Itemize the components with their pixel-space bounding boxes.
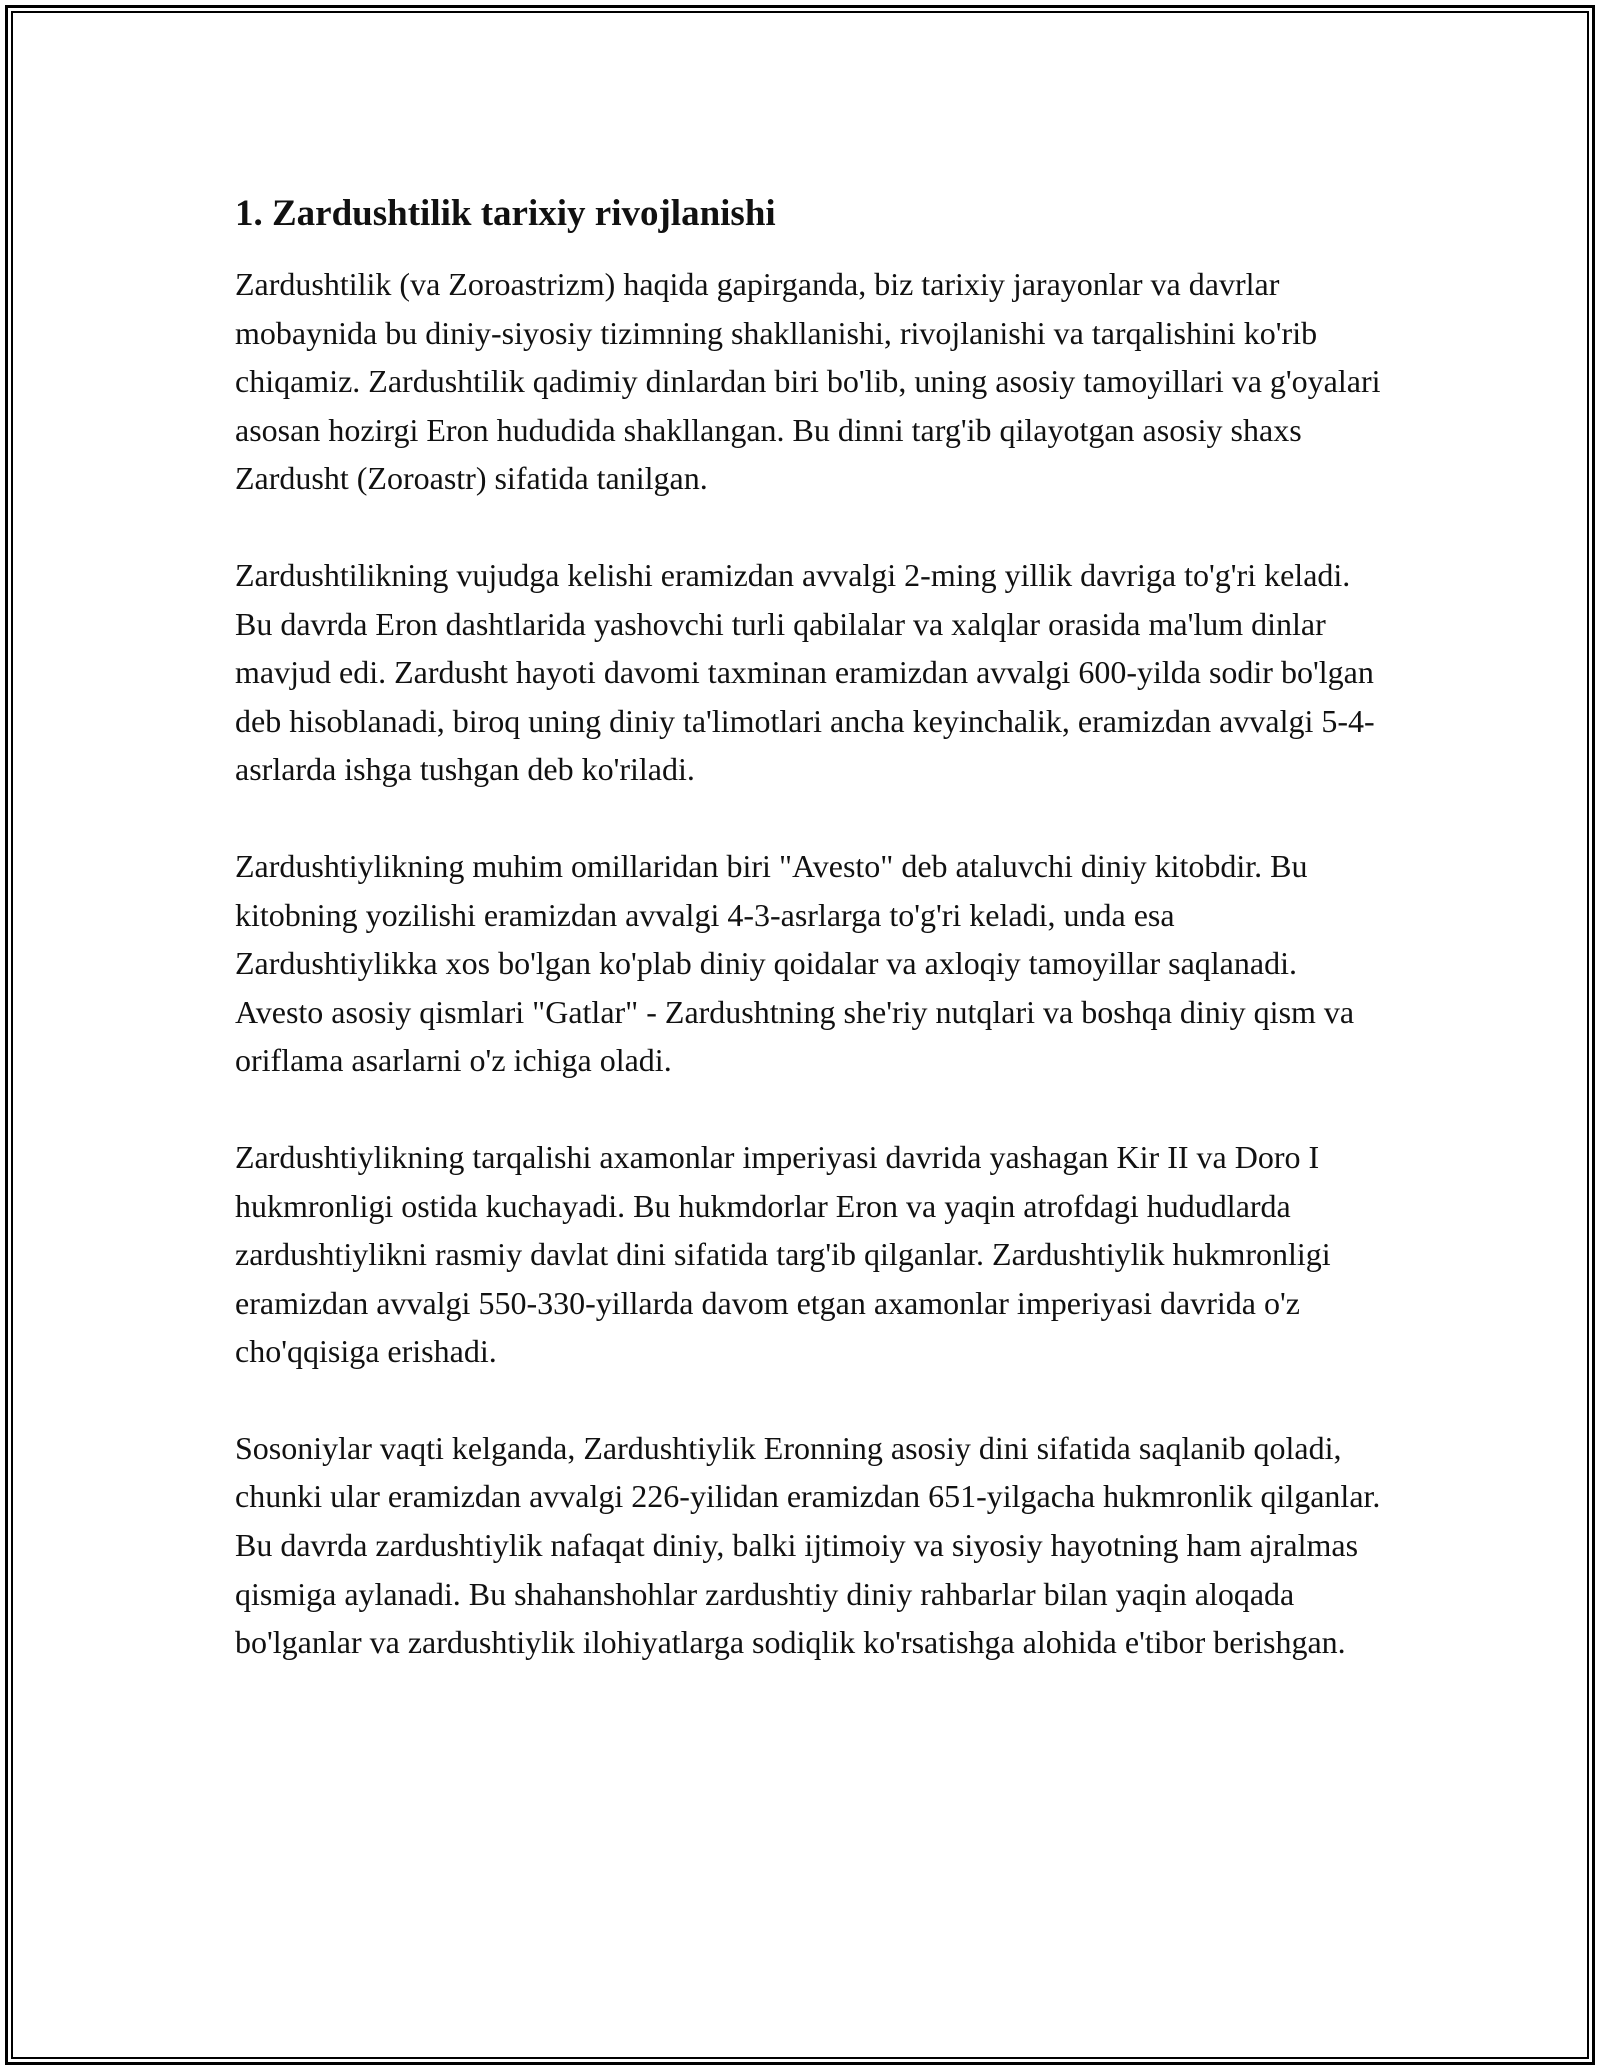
paragraph-4: Zardushtiylikning tarqalishi axamonlar imperiyasi davrida yashagan Kir II va Doro I hukmronligi ostida kuchayadi. Bu hukmdorlar Eron va yaqin atrofdagi hududlarda zardushtiylikni rasmiy davlat dini sifatida targ'ib qilganlar. Zardushtiylik hukmronligi eramizdan avvalgi 550-330-yillarda davom etgan axamonlar imperiyasi davrida o'z cho'qqisiga erishadi. [235, 1138, 1331, 1370]
paragraph-3: Zardushtiylikning muhim omillaridan biri "Avesto" deb ataluvchi diniy kitobdir. Bu kitobning yozilishi eramizdan avvalgi 4-3-asrlarga to'g'ri keladi, unda esa Zardushtiylikka xos bo'lgan ko'plab diniy qoidalar va axloqiy tamoyillar saqlanadi. Avesto asosiy qismlari "Gatlar" - Zardushtning she'riy nutqlari va boshqa diniy qism va oriflama asarlarni o'z ichiga oladi. [235, 847, 1355, 1079]
paragraph-1: Zardushtilik (va Zoroastrizm) haqida gapirganda, biz tarixiy jarayonlar va davrlar mobaynida bu diniy-siyosiy tizimning shakllanishi, rivojlanishi va tarqalishini ko'rib chiqamiz. Zardushtilik qadimiy dinlardan biri bo'lib, uning asosiy tamoyillari va g'oyalari asosan hozirgi Eron hududida shakllangan. Bu dinni targ'ib qilayotgan asosiy shaxs Zardusht (Zoroastr) sifatida tanilgan. [235, 266, 1381, 497]
document-body [235, 190, 1385, 1715]
paragraph-5: Sosoniylar vaqti kelganda, Zardushtiylik Eronning asosiy dini sifatida saqlanib qoladi, chunki ular eramizdan avvalgi 226-yilidan eramizdan 651-yilgacha hukmronlik qilganlar. Bu davrda zardushtiylik nafaqat diniy, balki ijtimoiy va siyosiy hayotning ham ajralmas qismiga aylanadi. Bu shahanshohlar zardushtiy diniy rahbarlar bilan yaqin aloqada bo'lganlar va zardushtiylik ilohiyatlarga sodiqlik ko'rsatishga alohida e'tibor berishgan. [235, 1429, 1381, 1661]
paragraph-2: Zardushtilikning vujudga kelishi eramizdan avvalgi 2-ming yillik davriga to'g'ri keladi. Bu davrda Eron dashtlarida yashovchi turli qabilalar va xalqlar orasida ma'lum dinlar mavjud edi. Zardusht hayoti davomi taxminan eramizdan avvalgi 600-yilda sodir bo'lgan deb hisoblanadi, biroq uning diniy ta'limotlari ancha keyinchalik, eramizdan avvalgi 5-4-asrlarda ishga tushgan deb ko'riladi. [235, 556, 1375, 788]
section-heading: 1. Zardushtilik tarixiy rivojlanishi [235, 193, 776, 234]
